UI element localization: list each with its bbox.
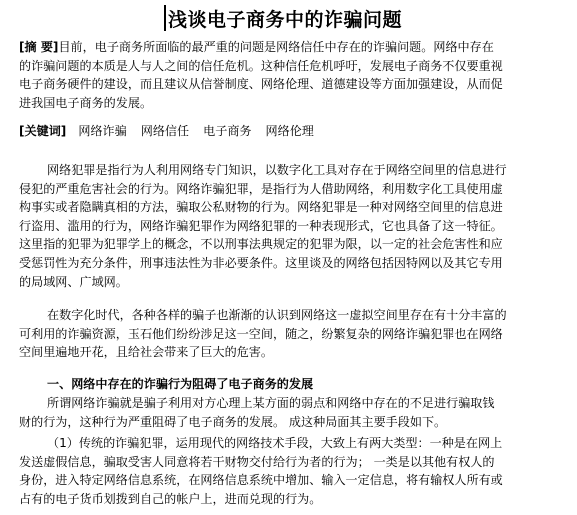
paragraph-3 [19, 394, 571, 431]
abstract-section [19, 38, 571, 112]
section-heading: 一、网络中存在的诈骗行为阻碍了电子商务的发展 [47, 377, 314, 391]
keyword: 电子商务 [203, 124, 252, 138]
title-area [164, 3, 402, 33]
abstract-line: 的诈骗问题的本质是人与人之间的信任危机。这种信任危机呼吁，发展电子商务不仅要重视 [19, 58, 503, 73]
paragraph-line: 财的行为，这种行为严重阻碍了电子商务的发展。 成这种局面其主要手段如下。 [19, 414, 447, 429]
paragraph-line: 行盗用、滥用的行为，网络诈骗犯罪作为网络犯罪的一种表现形式，它也具备了这一特征。 [19, 218, 503, 233]
paragraph-line: 所谓网络诈骗就是骗子利用对方心理上某方面的弱点和网络中存在的不足进行骗取钱 [47, 396, 495, 410]
paragraph-line: 侵犯的严重危害社会的行为。网络诈骗犯罪，是指行为人借助网络，利用数字化工具使用虚 [19, 181, 503, 196]
text-cursor [164, 5, 166, 31]
paragraph-4 [19, 434, 571, 508]
paragraph-line: 空间里遍地开花，且给社会带来了巨大的危害。 [19, 345, 273, 360]
abstract-line: 电子商务硬件的建设，而且建议从信誉制度、网络伦理、道德建设等方面加强建设，从而促 [19, 77, 503, 92]
keyword: 网络诈骗 [78, 124, 127, 138]
keyword: 网络伦理 [265, 124, 314, 138]
paragraph-line: 身份，进入特定网络信息系统，在网络信息系统中增加、输入一定信息，将有输权人所有或 [19, 473, 503, 488]
paragraph-2 [19, 306, 571, 362]
paragraph-line: 的局域网、广域网。 [19, 274, 128, 289]
abstract-line: 进我国电子商务的发展。 [19, 95, 153, 110]
paragraph-line: 可利用的诈骗资源，玉石他们纷纷涉足这一空间，随之，纷繁复杂的网络诈骗犯罪也在网络 [19, 326, 503, 341]
paragraph-line: 发送虚假信息，骗取受害人同意将若干财物交付给行为者的行为； 一类是以其他有权人的 [19, 454, 495, 469]
keyword: 网络信任 [140, 124, 190, 138]
abstract-line: 目前，电子商务所面临的最严重的问题是网络信任中存在的诈骗问题。网络中存在 [58, 40, 494, 54]
paragraph-line: 这里指的犯罪为犯罪学上的概念，不以刑事法典规定的犯罪为限，以一定的社会危害性和应 [19, 237, 503, 252]
paragraph-line: （1）传统的诈骗犯罪，运用现代的网络技术手段，大致上有两大类型：一种是在网上 [47, 436, 503, 450]
paragraph-line: 在数字化时代，各种各样的骗子也渐渐的认识到网络这一虚拟空间里存在有十分丰富的 [47, 308, 507, 322]
paragraph-line: 占有的电子货币划拨到自己的帐户上，进而兑现的行为。 [19, 491, 322, 506]
paragraph-line: 受惩罚性为充分条件，刑事违法性为非必要条件。这里谈及的网络包括因特网以及其它专用 [19, 255, 503, 270]
paragraph-line: 构事实或者隐瞒真相的方法，骗取公私财物的行为。网络犯罪是一种对网络空间里的信息进 [19, 200, 503, 215]
abstract-label: [摘 要] [19, 40, 59, 54]
keywords-section [19, 122, 571, 141]
keywords-label: [关键词] [19, 124, 67, 138]
page-title: 浅谈电子商务中的诈骗问题 [168, 8, 403, 31]
paragraph-1 [19, 161, 571, 291]
paragraph-line: 网络犯罪是指行为人利用网络专门知识，以数字化工具对存在于网络空间里的信息进行 [47, 163, 507, 177]
